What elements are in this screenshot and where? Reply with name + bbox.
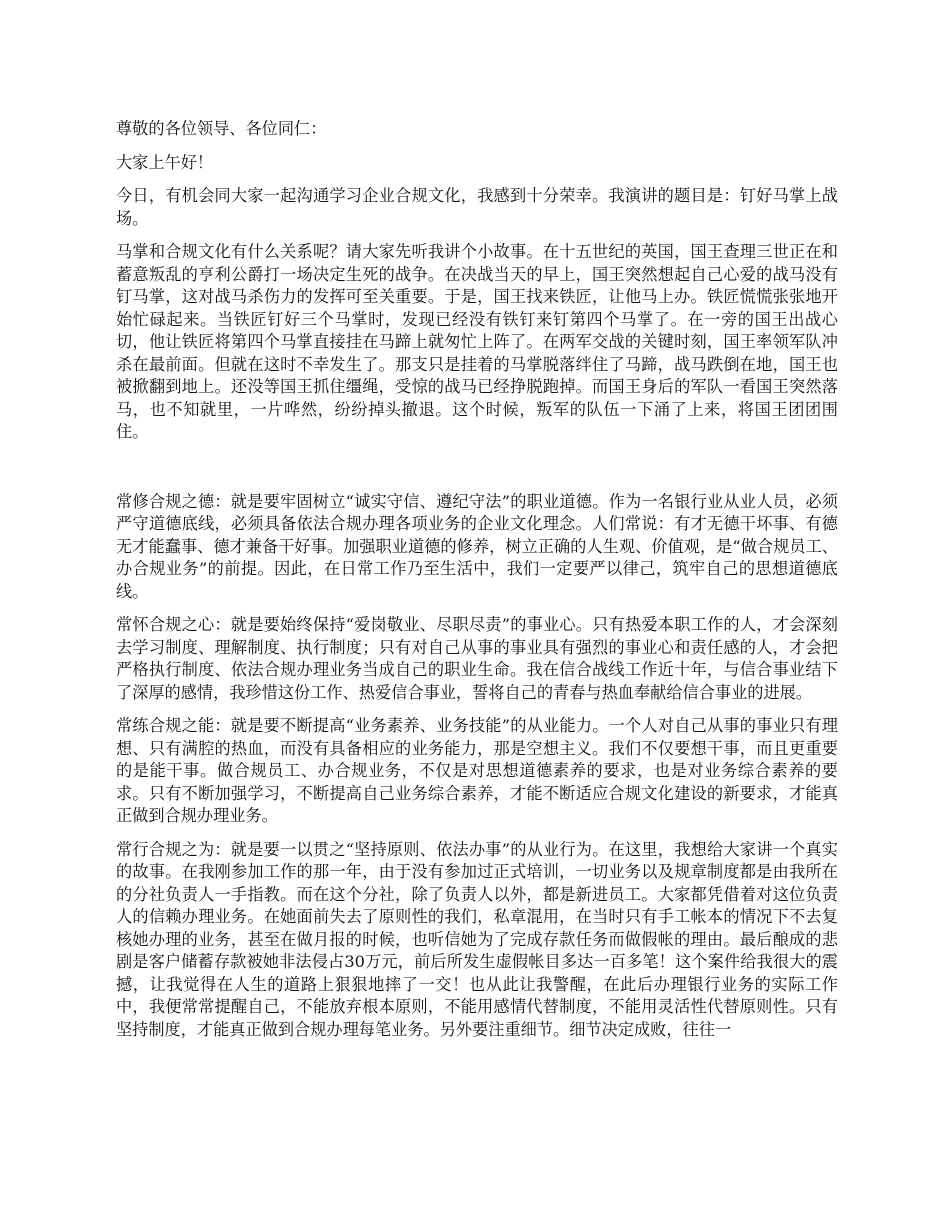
intro-paragraph: 今日，有机会同大家一起沟通学习企业合规文化，我感到十分荣幸。我演讲的题目是：钉好马掌上战场。 — [116, 186, 838, 228]
salutation-paragraph: 大家上午好！ — [116, 152, 214, 172]
greeting-paragraph: 尊敬的各位领导、各位同仁： — [116, 119, 327, 138]
document-page — [116, 118, 838, 1052]
virtue-paragraph: 常修合规之德：就是要牢固树立“诚实守信、遵纪守法”的职业道德。作为一名银行业从业人员，必须严守道德底线，必须具备依法合规办理各项业务的企业文化理念。人们常说：有才无德干坏事、有德无才能蠢事、德才兼备干好事。加强职业道德的修养，树立正确的人生观、价值观，是“做合规员工、办合规业务”的前提。因此，在日常工作乃至生活中，我们一定要严以律己，筑牢自己的思想道德底线。 — [116, 491, 838, 601]
heart-paragraph: 常怀合规之心：就是要始终保持“爱岗敬业、尽职尽责”的事业心。只有热爱本职工作的人，才会深刻去学习制度、理解制度、执行制度；只有对自己从事的事业具有强烈的事业心和责任感的人，才会把严格执行制度、依法合规办理业务当成自己的职业生命。我在信合战线工作近十年，与信合事业结下了深厚的感情，我珍惜这份工作、热爱信合事业，誓将自己的青春与热血奉献给信合事业的进展。 — [116, 615, 838, 702]
action-paragraph: 常行合规之为：就是要一以贯之“坚持原则、依法办事”的从业行为。在这里，我想给大家讲一个真实的故事。在我刚参加工作的那一年，由于没有参加过正式培训，一切业务以及规章制度都是由我所在的分社负责人一手指教。而在这个分社，除了负责人以外，都是新进员工。大家都凭借着对这位负责人的信赖办理业务。在她面前失去了原则性的我们，私章混用，在当时只有手工帐本的情况下不去复核她办理的业务，甚至在做月报的时候，也听信她为了完成存款任务而做假帐的理由。最后酿成的悲剧是客户储蓄存款被她非法侵占30万元，前后所发生虚假帐目多达一百多笔！这个案件给我很大的震撼，让我觉得在人生的道路上狠狠地摔了一交！也从此让我警醒，在此后办理银行业务的实际工作中，我便常常提醒自己，不能放弃根本原则，不能用感情代替制度，不能用灵活性代替原则性。只有坚持制度，才能真正做到合规办理每笔业务。另外要注重细节。细节决定成败，往往一 — [116, 839, 838, 1039]
ability-paragraph: 常练合规之能：就是要不断提高“业务素养、业务技能”的从业能力。一个人对自己从事的事业只有理想、只有满腔的热血，而没有具备相应的业务能力，那是空想主义。我们不仅要想干事，而且更重要的是能干事。做合规员工、办合规业务，不仅是对思想道德素养的要求，也是对业务综合素养的要求。只有不断加强学习，不断提高自己业务综合素养，才能不断适应合规文化建设的新要求，才能真正做到合规办理业务。 — [116, 716, 838, 825]
section-gap — [116, 455, 838, 491]
story-paragraph: 马掌和合规文化有什么关系呢？请大家先听我讲个小故事。在十五世纪的英国，国王查理三世正在和蓄意叛乱的亨利公爵打一场决定生死的战争。在决战当天的早上，国王突然想起自己心爱的战马没有钉马掌，这对战马杀伤力的发挥可至关重要。于是，国王找来铁匠，让他马上办。铁匠慌慌张张地开始忙碌起来。当铁匠钉好三个马掌时，发现已经没有铁钉来钉第四个马掌了。在一旁的国王出战心切，他让铁匠将第四个马掌直接挂在马蹄上就匆忙上阵了。在两军交战的关键时刻，国王率领军队冲杀在最前面。但就在这时不幸发生了。那支只是挂着的马掌脱落绊住了马蹄，战马跌倒在地，国王也被掀翻到地上。还没等国王抓住缰绳，受惊的战马已经挣脱跑掉。而国王身后的军队一看国王突然落马，也不知就里，一片哗然，纷纷掉头撤退。这个时候，叛军的队伍一下涌了上来，将国王团团围住。 — [116, 242, 838, 441]
